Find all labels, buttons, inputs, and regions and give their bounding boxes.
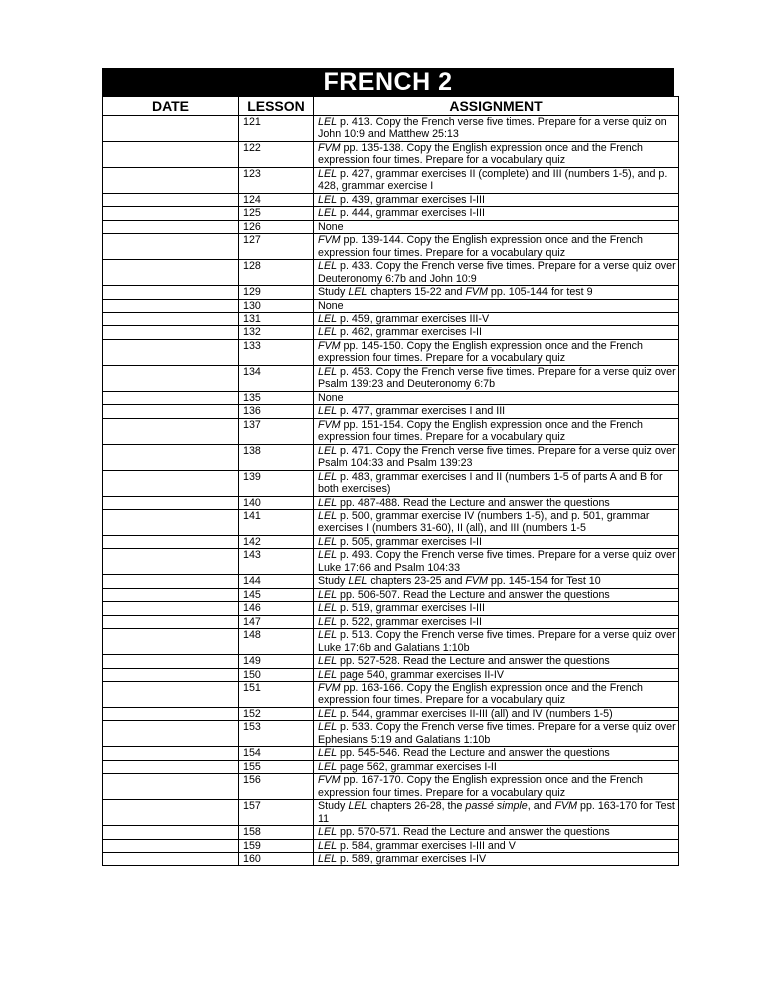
assignment-cell: LEL pp. 545-546. Read the Lecture and answer the questions [314,747,679,760]
date-cell [103,721,239,747]
date-cell [103,470,239,496]
table-row [103,615,679,628]
assignment-cell: LEL p. 444, grammar exercises I-III [314,207,679,220]
lesson-cell: 147 [239,615,314,628]
assignment-cell: LEL p. 493. Copy the French verse five times. Prepare for a verse quiz over Luke 17:66 and Psalm 104:33 [314,549,679,575]
assignment-cell: FVM pp. 139-144. Copy the English expression once and the French expression four times. Prepare for a vocabulary quiz [314,234,679,260]
assignment-cell: LEL p. 505, grammar exercises I-II [314,536,679,549]
lesson-cell: 132 [239,326,314,339]
date-cell [103,299,239,312]
date-cell [103,588,239,601]
table-row [103,681,679,707]
assignment-cell: Study LEL chapters 15-22 and FVM pp. 105-144 for test 9 [314,286,679,299]
table-row [103,405,679,418]
assignment-cell: None [314,220,679,233]
table-row [103,313,679,326]
date-cell [103,405,239,418]
lesson-cell: 121 [239,116,314,142]
date-cell [103,220,239,233]
date-cell [103,536,239,549]
table-row [103,365,679,391]
table-row [103,668,679,681]
date-cell [103,365,239,391]
table-row [103,260,679,286]
date-cell [103,194,239,207]
lesson-cell: 160 [239,852,314,865]
table-row [103,588,679,601]
date-cell [103,774,239,800]
assignment-cell: None [314,299,679,312]
table-row [103,234,679,260]
table-row [103,549,679,575]
assignment-cell: LEL p. 522, grammar exercises I-II [314,615,679,628]
date-cell [103,207,239,220]
date-cell [103,760,239,773]
date-cell [103,339,239,365]
page-title: FRENCH 2 [102,68,674,96]
lesson-cell: 158 [239,826,314,839]
assignment-cell: LEL page 562, grammar exercises I-II [314,760,679,773]
lesson-cell: 131 [239,313,314,326]
date-cell [103,549,239,575]
lesson-header: LESSON [239,97,314,116]
date-cell [103,444,239,470]
schedule-body [103,116,679,866]
lesson-cell: 136 [239,405,314,418]
table-row [103,220,679,233]
assignment-cell: LEL pp. 527-528. Read the Lecture and answer the questions [314,655,679,668]
table-row [103,194,679,207]
lesson-cell: 148 [239,629,314,655]
assignment-cell: FVM pp. 167-170. Copy the English expression once and the French expression four times. Prepare for a vocabulary quiz [314,774,679,800]
table-row [103,852,679,865]
assignment-cell: LEL p. 427, grammar exercises II (complete) and III (numbers 1-5), and p. 428, grammar exercise I [314,168,679,194]
table-row [103,444,679,470]
lesson-cell: 139 [239,470,314,496]
assignment-cell: LEL p. 513. Copy the French verse five times. Prepare for a verse quiz over Luke 17:6b and Galatians 1:10b [314,629,679,655]
date-header: DATE [103,97,239,116]
date-cell [103,655,239,668]
lesson-cell: 146 [239,602,314,615]
lesson-cell: 123 [239,168,314,194]
lesson-cell: 151 [239,681,314,707]
lesson-cell: 157 [239,800,314,826]
table-row [103,826,679,839]
date-cell [103,496,239,509]
table-row [103,774,679,800]
lesson-cell: 156 [239,774,314,800]
table-row [103,418,679,444]
lesson-cell: 140 [239,496,314,509]
table-row [103,800,679,826]
date-cell [103,615,239,628]
table-row [103,721,679,747]
lesson-cell: 153 [239,721,314,747]
date-cell [103,747,239,760]
table-row [103,655,679,668]
assignment-cell: LEL p. 453. Copy the French verse five times. Prepare for a verse quiz over Psalm 139:23 and Deuteronomy 6:7b [314,365,679,391]
lesson-cell: 122 [239,142,314,168]
date-cell [103,286,239,299]
date-cell [103,681,239,707]
date-cell [103,260,239,286]
table-row [103,839,679,852]
table-row [103,116,679,142]
assignment-cell: FVM pp. 145-150. Copy the English expression once and the French expression four times. Prepare for a vocabulary quiz [314,339,679,365]
assignment-cell: LEL pp. 506-507. Read the Lecture and answer the questions [314,588,679,601]
assignment-cell: LEL page 540, grammar exercises II-IV [314,668,679,681]
lesson-cell: 133 [239,339,314,365]
lesson-cell: 138 [239,444,314,470]
table-row [103,575,679,588]
lesson-cell: 137 [239,418,314,444]
date-cell [103,839,239,852]
table-row [103,207,679,220]
assignment-cell: None [314,391,679,404]
header-row [103,97,679,116]
date-cell [103,826,239,839]
assignment-cell: Study LEL chapters 26-28, the passé simple, and FVM pp. 163-170 for Test 11 [314,800,679,826]
assignment-cell: Study LEL chapters 23-25 and FVM pp. 145-154 for Test 10 [314,575,679,588]
assignment-cell: LEL p. 413. Copy the French verse five times. Prepare for a verse quiz on John 10:9 and Matthew 25:13 [314,116,679,142]
lesson-cell: 141 [239,510,314,536]
assignment-cell: FVM pp. 151-154. Copy the English expression once and the French expression four times. Prepare for a vocabulary quiz [314,418,679,444]
lesson-cell: 124 [239,194,314,207]
date-cell [103,391,239,404]
table-row [103,168,679,194]
lesson-cell: 127 [239,234,314,260]
table-row [103,142,679,168]
lesson-cell: 129 [239,286,314,299]
assignment-cell: LEL p. 471. Copy the French verse five times. Prepare for a verse quiz over Psalm 104:33 and Psalm 139:23 [314,444,679,470]
date-cell [103,800,239,826]
table-row [103,707,679,720]
lesson-cell: 150 [239,668,314,681]
lesson-cell: 126 [239,220,314,233]
lesson-cell: 149 [239,655,314,668]
lesson-cell: 155 [239,760,314,773]
table-row [103,286,679,299]
date-cell [103,629,239,655]
lesson-cell: 154 [239,747,314,760]
assignment-cell: LEL pp. 570-571. Read the Lecture and answer the questions [314,826,679,839]
lesson-cell: 128 [239,260,314,286]
table-row [103,760,679,773]
date-cell [103,142,239,168]
table-row [103,629,679,655]
lesson-cell: 125 [239,207,314,220]
assignment-cell: FVM pp. 135-138. Copy the English expression once and the French expression four times. Prepare for a vocabulary quiz [314,142,679,168]
table-row [103,299,679,312]
lesson-cell: 145 [239,588,314,601]
lesson-cell: 152 [239,707,314,720]
lesson-cell: 142 [239,536,314,549]
table-row [103,602,679,615]
date-cell [103,668,239,681]
table-row [103,536,679,549]
lesson-cell: 144 [239,575,314,588]
assignment-cell: LEL p. 459, grammar exercises III-V [314,313,679,326]
assignment-cell: LEL pp. 487-488. Read the Lecture and answer the questions [314,496,679,509]
date-cell [103,510,239,536]
date-cell [103,313,239,326]
assignment-cell: LEL p. 519, grammar exercises I-III [314,602,679,615]
table-row [103,747,679,760]
assignment-cell: LEL p. 544, grammar exercises II-III (all) and IV (numbers 1-5) [314,707,679,720]
date-cell [103,707,239,720]
assignment-cell: LEL p. 500, grammar exercise IV (numbers 1-5), and p. 501, grammar exercises I (numbers 31-60), II (all), and III (numbers 1-5 [314,510,679,536]
date-cell [103,326,239,339]
table-row [103,391,679,404]
assignment-cell: LEL p. 462, grammar exercises I-II [314,326,679,339]
date-cell [103,116,239,142]
assignment-header: ASSIGNMENT [314,97,679,116]
lesson-cell: 143 [239,549,314,575]
lesson-cell: 159 [239,839,314,852]
assignment-cell: LEL p. 439, grammar exercises I-III [314,194,679,207]
table-row [103,496,679,509]
assignment-cell: LEL p. 584, grammar exercises I-III and V [314,839,679,852]
date-cell [103,602,239,615]
assignment-cell: LEL p. 433. Copy the French verse five times. Prepare for a verse quiz over Deuteronomy 6:7b and John 10:9 [314,260,679,286]
date-cell [103,168,239,194]
schedule-table [102,96,679,866]
table-row [103,326,679,339]
assignment-cell: LEL p. 483, grammar exercises I and II (numbers 1-5 of parts A and B for both exercises) [314,470,679,496]
date-cell [103,575,239,588]
date-cell [103,418,239,444]
lesson-cell: 135 [239,391,314,404]
assignment-cell: LEL p. 533. Copy the French verse five times. Prepare for a verse quiz over Ephesians 5:19 and Galatians 1:10b [314,721,679,747]
table-row [103,470,679,496]
lesson-cell: 130 [239,299,314,312]
table-row [103,339,679,365]
assignment-cell: LEL p. 477, grammar exercises I and III [314,405,679,418]
assignment-cell: FVM pp. 163-166. Copy the English expression once and the French expression four times. Prepare for a vocabulary quiz [314,681,679,707]
date-cell [103,852,239,865]
table-row [103,510,679,536]
date-cell [103,234,239,260]
lesson-cell: 134 [239,365,314,391]
assignment-cell: LEL p. 589, grammar exercises I-IV [314,852,679,865]
